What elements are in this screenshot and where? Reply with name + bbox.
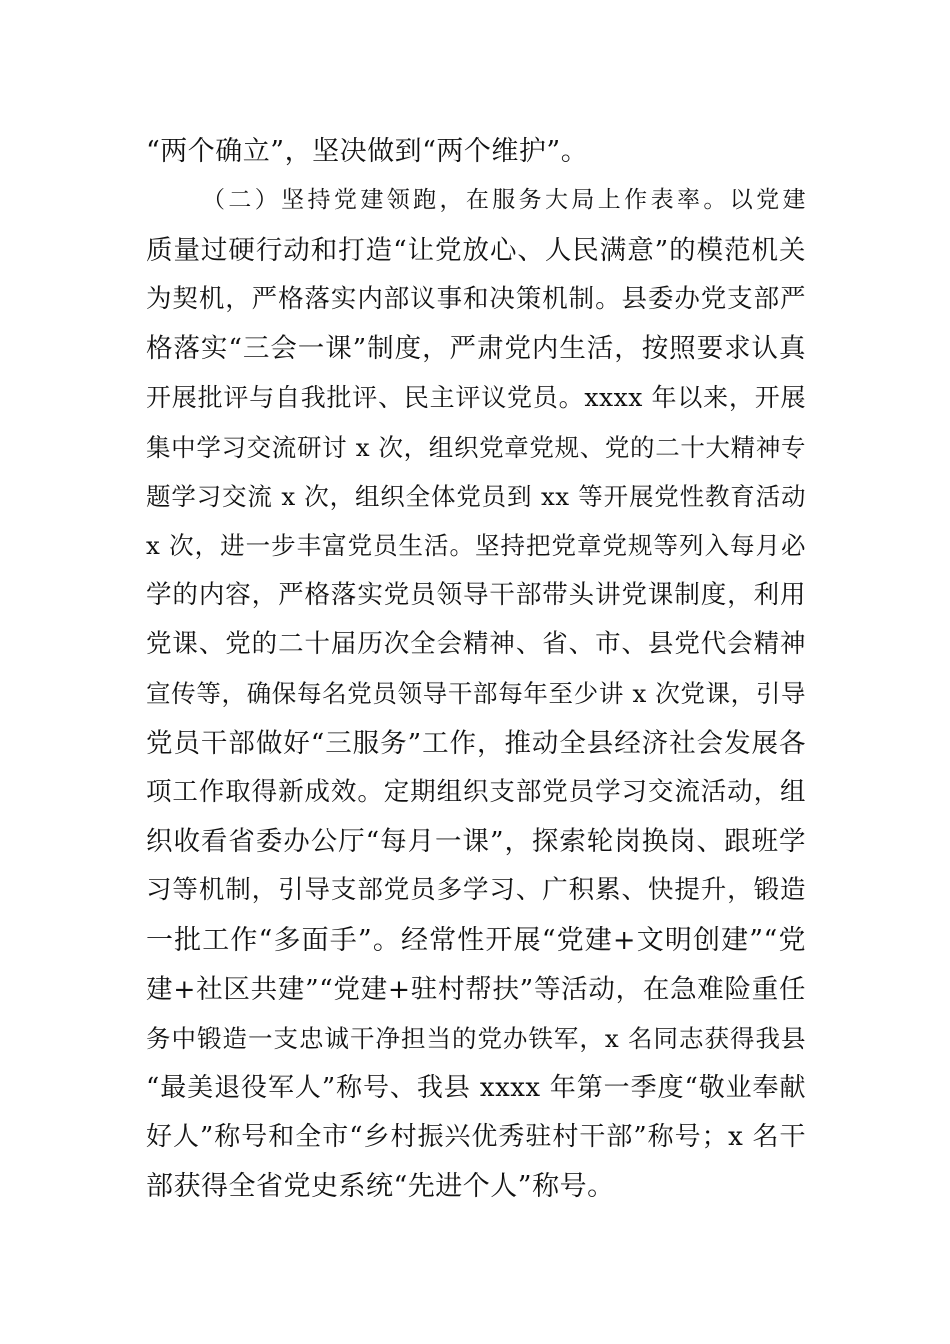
text-line: 党员干部做好“三服务”工作，推动全县经济社会发展各 — [146, 727, 806, 759]
text-line: x 次，进一步丰富党员生活。坚持把党章党规等列入每月必 — [146, 531, 806, 561]
text-line: 好人”称号和全市“乡村振兴优秀驻村干部”称号；x 名干 — [146, 1121, 806, 1152]
text-line: 学的内容，严格落实党员领导干部带头讲党课制度，利用 — [146, 579, 806, 610]
text-line: 格落实“三会一课”制度，严肃党内生活，按照要求认真 — [146, 333, 806, 365]
text-line: 项工作取得新成效。定期组织支部党员学习交流活动，组 — [146, 776, 806, 807]
text-line: 题学习交流 x 次，组织全体党员到 xx 等开展党性教育活动 — [146, 482, 806, 512]
text-line: 党课、党的二十届历次全会精神、省、市、县党代会精神 — [146, 628, 806, 659]
text-line: 务中锻造一支忠诚干净担当的党办铁军，x 名同志获得我县 — [146, 1024, 806, 1054]
text-line: 集中学习交流研讨 x 次，组织党章党规、党的二十大精神专 — [146, 432, 806, 462]
text-line: 部获得全省党史系统“先进个人”称号。 — [146, 1171, 615, 1203]
text-line: 为契机，严格落实内部议事和决策机制。县委办党支部严 — [146, 283, 806, 314]
section-heading-line: （二）坚持党建领跑，在服务大局上作表率。以党建 — [202, 187, 806, 214]
text-line: 习等机制，引导支部党员多学习、广积累、快提升，锻造 — [146, 875, 806, 906]
text-line: 质量过硬行动和打造“让党放心、人民满意”的模范机关 — [146, 234, 806, 266]
text-line: “最美退役军人”称号、我县 xxxx 年第一季度“敬业奉献 — [146, 1072, 806, 1103]
text-line: 织收看省委办公厅“每月一课”，探索轮岗换岗、跟班学 — [146, 826, 806, 858]
text-line: 建+社区共建”“党建+驻村帮扶”等活动，在急难险重任 — [146, 974, 806, 1006]
text-line: 开展批评与自我批评、民主评议党员。xxxx 年以来，开展 — [146, 383, 806, 413]
text-line: 宣传等，确保每名党员领导干部每年至少讲 x 次党课，引导 — [146, 679, 806, 709]
body-text — [146, 127, 806, 1212]
text-line: “两个确立”，坚决做到“两个维护”。 — [146, 136, 589, 167]
text-line: 一批工作“多面手”。经常性开展“党建+文明创建”“党 — [146, 924, 806, 956]
